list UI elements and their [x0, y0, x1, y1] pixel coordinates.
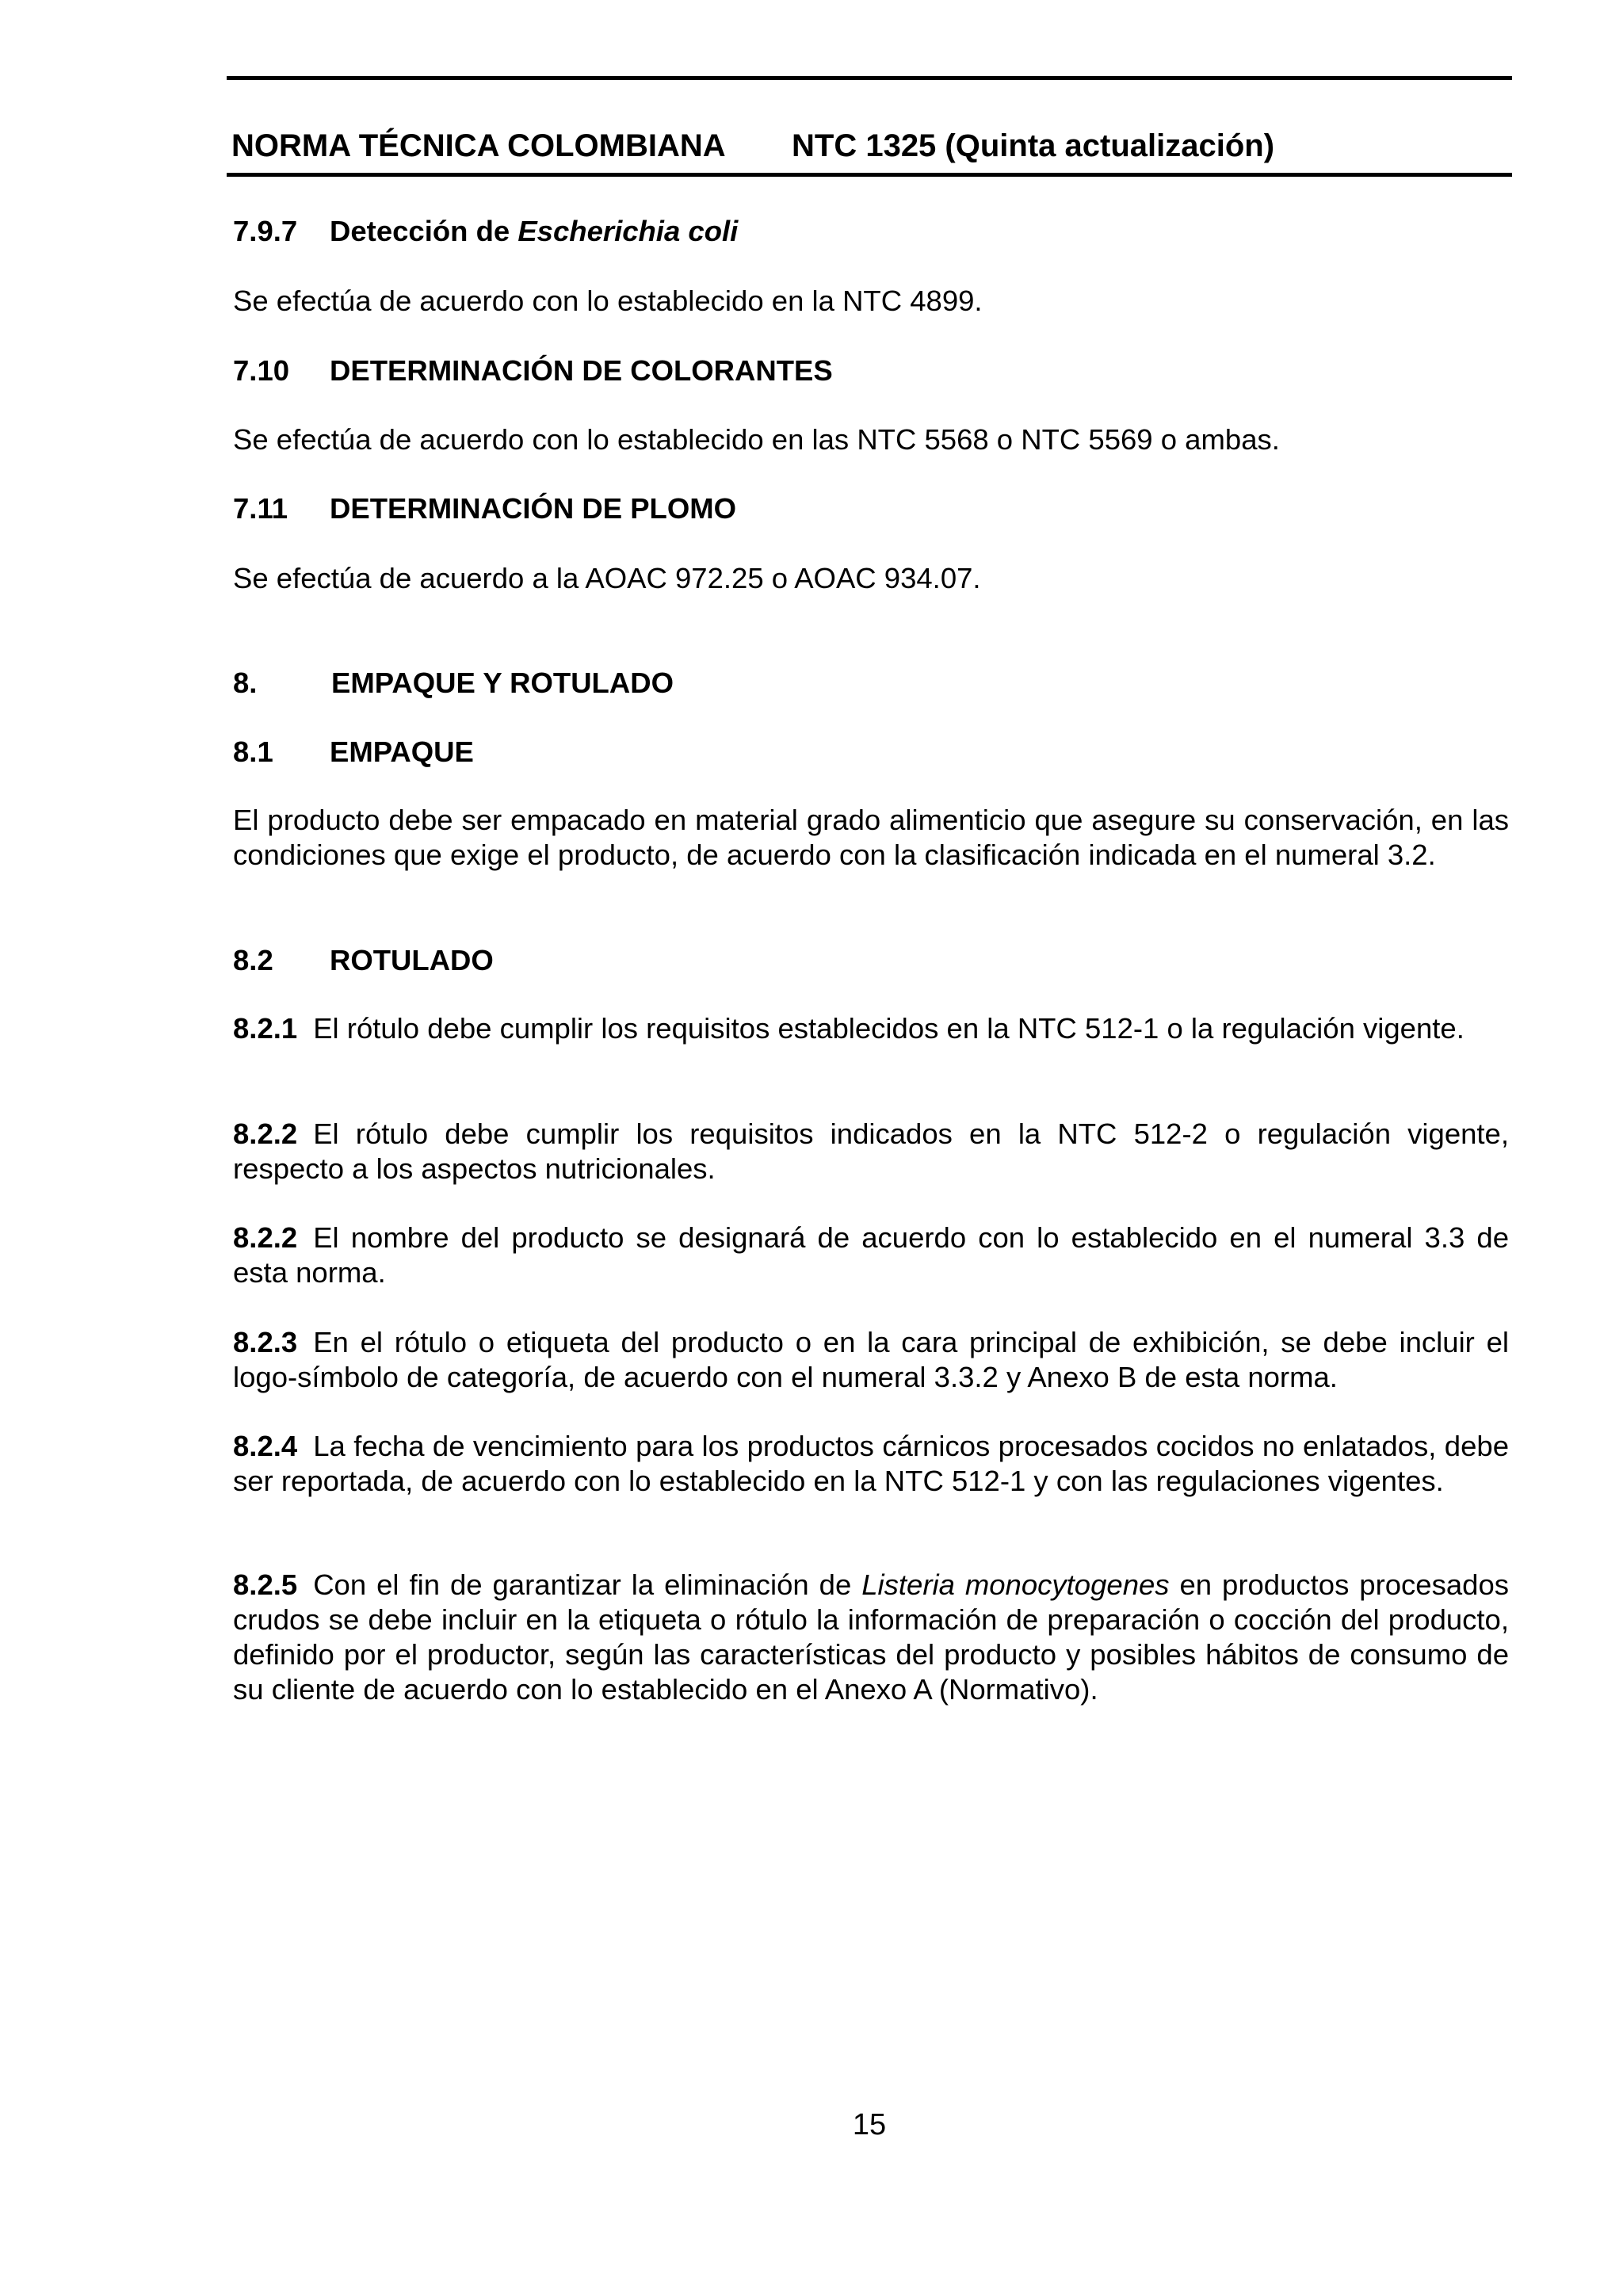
clause-text-italic: Listeria monocytogenes [861, 1568, 1170, 1601]
clause-number: 8.2.3 [233, 1326, 298, 1358]
clause-number: 8.2.2 [233, 1221, 298, 1254]
section-number: 7.9.7 [233, 215, 298, 247]
section-heading-8-1 [233, 735, 1509, 770]
header-top-rule [227, 76, 1512, 80]
clause-number: 8.2.5 [233, 1568, 298, 1601]
section-title: Detección de [330, 215, 518, 247]
clause-text: Con el fin de garantizar la eliminación de [313, 1568, 862, 1601]
clause-text: En el rótulo o etiqueta del producto o en la cara principal de exhibición, se debe incluir el logo-símbolo de categoría, de acuerdo con el numeral 3.3.2 y Anexo B de esta norma. [233, 1326, 1509, 1393]
section-heading-8-2 [233, 943, 1509, 978]
section-number: 7.10 [233, 354, 290, 387]
section-number: 8.2 [233, 944, 273, 976]
section-title: DETERMINACIÓN DE COLORANTES [330, 354, 833, 387]
clause-number: 8.2.1 [233, 1012, 298, 1045]
section-heading-7-9-7 [233, 214, 1509, 249]
paragraph-7-10: Se efectúa de acuerdo con lo establecido en las NTC 5568 o NTC 5569 o ambas. [233, 423, 1280, 456]
section-title: ROTULADO [330, 944, 494, 976]
clause-text: La fecha de vencimiento para los productos cárnicos procesados cocidos no enlatados, debe ser reportada, de acuerdo con lo establecido en la NTC 512-1 y con las regulaciones vigentes. [233, 1430, 1509, 1497]
section-number: 8. [233, 667, 258, 699]
section-heading-8 [233, 666, 1509, 701]
clause-number: 8.2.4 [233, 1430, 298, 1462]
section-heading-7-11 [233, 491, 1509, 526]
clause-8-2-3 [233, 1325, 1509, 1395]
paragraph-7-11: Se efectúa de acuerdo a la AOAC 972.25 o AOAC 934.07. [233, 562, 981, 594]
paragraph-7-9-7: Se efectúa de acuerdo con lo establecido en la NTC 4899. [233, 285, 983, 317]
header-bottom-rule [227, 173, 1512, 177]
clause-8-2-2-nutrition [233, 1117, 1509, 1186]
paragraph-8-1: El producto debe ser empacado en material grado alimenticio que asegure su conservación, en las condiciones que exige el producto, de acuerdo con la clasificación indicada en el numeral 3.2. [233, 804, 1509, 871]
section-heading-7-10 [233, 353, 1509, 388]
header-standard-name: NORMA TÉCNICA COLOMBIANA [231, 128, 726, 163]
section-title-italic: Escherichia coli [517, 215, 739, 247]
clause-8-2-4 [233, 1429, 1509, 1499]
clause-text: El rótulo debe cumplir los requisitos indicados en la NTC 512-2 o regulación vigente, respecto a los aspectos nutricionales. [233, 1117, 1509, 1185]
clause-8-2-5 [233, 1568, 1509, 1707]
clause-number: 8.2.2 [233, 1117, 298, 1150]
section-title: EMPAQUE Y ROTULADO [331, 667, 674, 699]
clause-8-2-1 [233, 1011, 1509, 1046]
clause-text-continued: en productos procesados crudos se debe incluir en la etiqueta o rótulo la información de preparación o cocción del producto, definido por el productor, según las características del producto y posibles hábitos de consumo de su cliente de acuerdo con lo establecido en el Anexo A (Normativo). [233, 1568, 1509, 1706]
clause-text: El nombre del producto se designará de acuerdo con lo establecido en el numeral 3.3 de esta norma. [233, 1221, 1509, 1289]
section-number: 8.1 [233, 735, 273, 768]
section-title: DETERMINACIÓN DE PLOMO [330, 492, 737, 525]
section-number: 7.11 [233, 492, 288, 525]
page-number: 15 [852, 2108, 887, 2141]
clause-8-2-2-name [233, 1221, 1509, 1290]
section-title: EMPAQUE [330, 735, 474, 768]
clause-text: El rótulo debe cumplir los requisitos establecidos en la NTC 512-1 o la regulación vigente. [313, 1012, 1465, 1045]
header-standard-code: NTC 1325 (Quinta actualización) [792, 128, 1275, 163]
